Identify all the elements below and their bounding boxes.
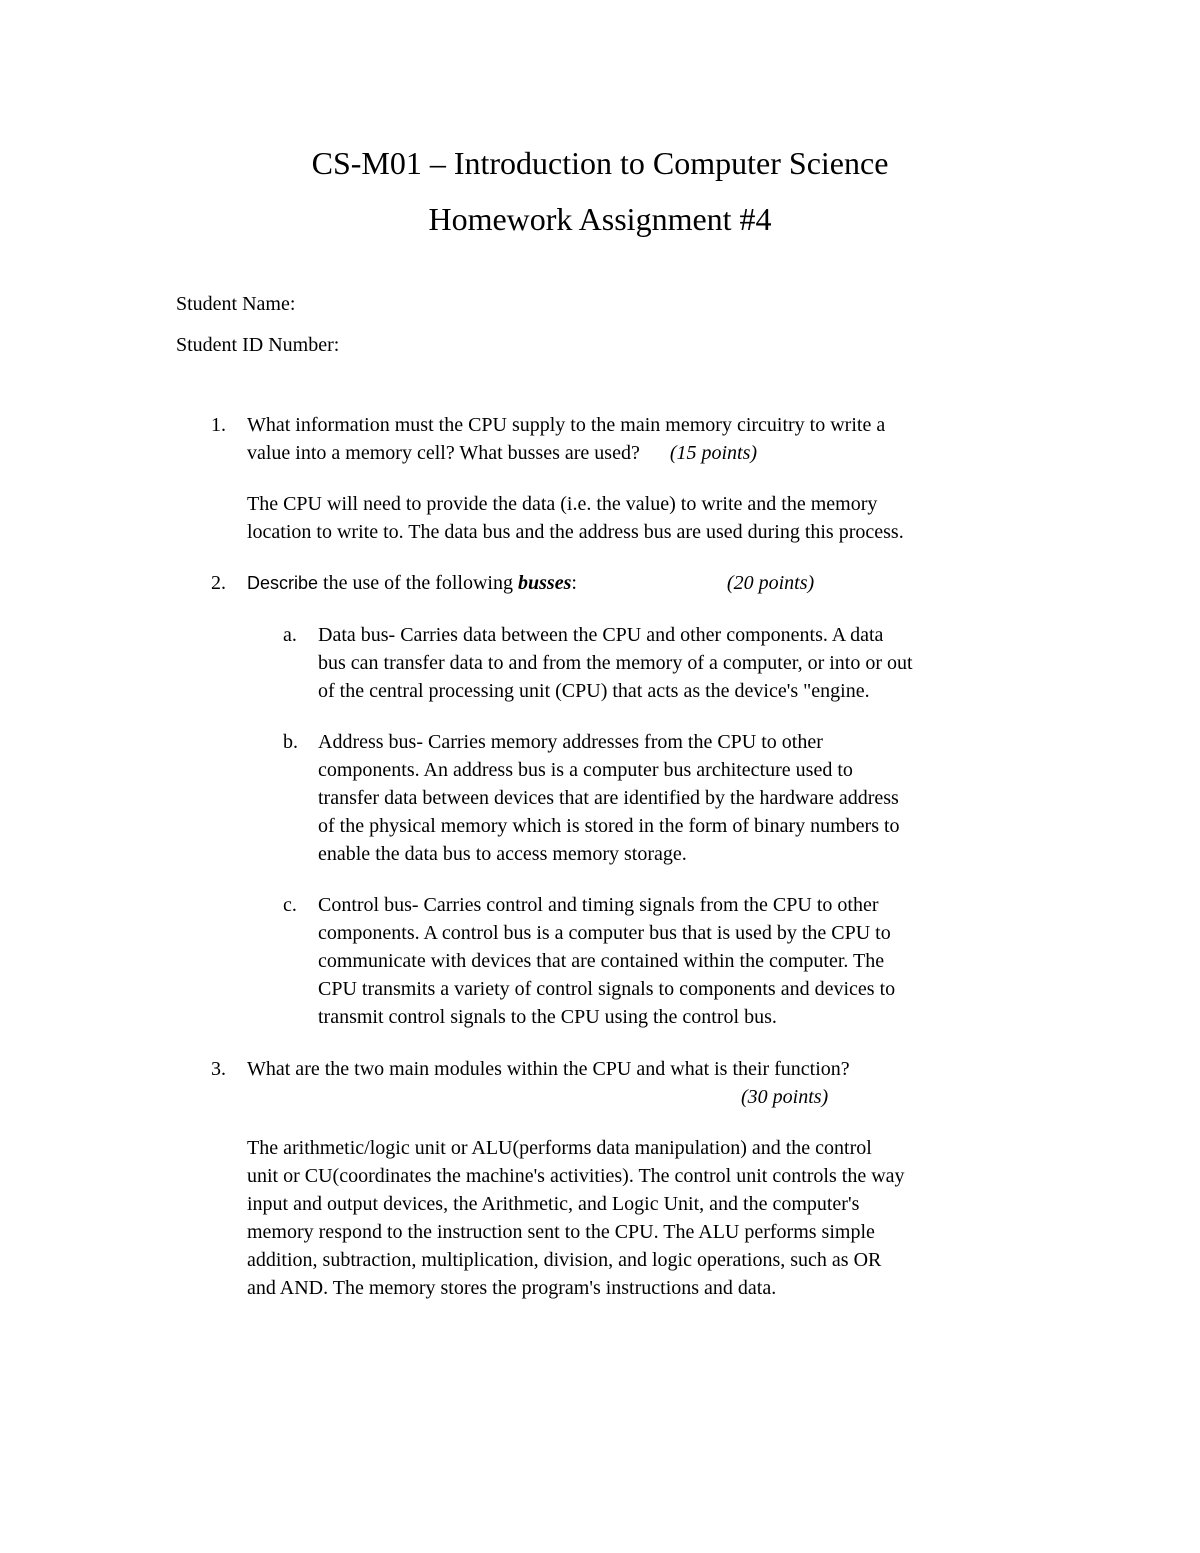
question-2b-line-5: enable the data bus to access memory storage. <box>318 843 687 865</box>
student-name-label: Student Name: <box>176 293 296 315</box>
answer-3-line-3: input and output devices, the Arithmetic, and Logic Unit, and the computer's <box>247 1193 860 1215</box>
question-2b-line-1: Address bus- Carries memory addresses from the CPU to other <box>318 731 823 753</box>
question-2-points: (20 points) <box>726 572 815 594</box>
question-3-points: (30 points) <box>741 1086 829 1108</box>
question-1-points: (15 points) <box>669 442 758 464</box>
question-3-points-line <box>247 1083 1037 1111</box>
page-subtitle: Homework Assignment #4 <box>428 201 772 237</box>
answer-1-line-2: location to write to. The data bus and the address bus are used during this process. <box>247 521 904 543</box>
answer-3-line-1: The arithmetic/logic unit or ALU(performs data manipulation) and the control <box>247 1137 872 1159</box>
question-3-line-1: What are the two main modules within the CPU and what is their function? <box>247 1058 850 1080</box>
question-2b-line-2: components. An address bus is a computer bus architecture used to <box>318 759 853 781</box>
question-2a-line-1: Data bus- Carries data between the CPU and other components. A data <box>318 624 884 646</box>
question-2-prefix: Describe <box>247 573 319 593</box>
question-1-line-2 <box>247 439 1037 467</box>
question-2c-line-3: communicate with devices that are contained within the computer. The <box>318 950 885 972</box>
question-1-line-1: What information must the CPU supply to the main memory circuitry to write a <box>247 414 886 436</box>
question-2c-line-1: Control bus- Carries control and timing signals from the CPU to other <box>318 894 879 916</box>
question-2c-text <box>318 891 1038 1031</box>
page-title: CS-M01 – Introduction to Computer Science <box>311 145 889 181</box>
question-2-colon: : <box>571 572 577 594</box>
question-2a-line-3: of the central processing unit (CPU) that acts as the device's "engine. <box>318 680 870 702</box>
answer-3-line-2: unit or CU(coordinates the machine's activities). The control unit controls the way <box>247 1165 905 1187</box>
question-2-line <box>247 569 1037 597</box>
answer-1-line-1: The CPU will need to provide the data (i.e. the value) to write and the memory <box>247 493 878 515</box>
answer-3-line-6: and AND. The memory stores the program's instructions and data. <box>247 1277 777 1299</box>
question-2-middle: the use of the following <box>318 572 518 594</box>
question-2b-line-4: of the physical memory which is stored in the form of binary numbers to <box>318 815 900 837</box>
question-2-bold-word: busses <box>518 572 572 594</box>
student-id-label: Student ID Number: <box>176 334 340 356</box>
answer-3 <box>247 1134 1037 1302</box>
question-2b-line-3: transfer data between devices that are identified by the hardware address <box>318 787 899 809</box>
question-2a-letter: a. <box>283 624 297 646</box>
question-2c-line-4: CPU transmits a variety of control signals to components and devices to <box>318 978 896 1000</box>
answer-3-line-5: addition, subtraction, multiplication, division, and logic operations, such as OR <box>247 1249 882 1271</box>
question-2c-line-2: components. A control bus is a computer bus that is used by the CPU to <box>318 922 891 944</box>
question-1-number: 1. <box>211 414 226 436</box>
answer-3-line-4: memory respond to the instruction sent to the CPU. The ALU performs simple <box>247 1221 875 1243</box>
question-2b-letter: b. <box>283 731 298 753</box>
question-2a-text <box>318 621 1038 705</box>
answer-1 <box>247 490 1037 546</box>
question-2a-line-2: bus can transfer data to and from the memory of a computer, or into or out <box>318 652 913 674</box>
question-2c-line-5: transmit control signals to the CPU using the control bus. <box>318 1006 777 1028</box>
question-2-number: 2. <box>211 572 226 594</box>
question-1-text <box>247 411 1037 467</box>
question-2-text <box>247 569 1037 597</box>
question-2b-text <box>318 728 1038 868</box>
question-3-number: 3. <box>211 1058 226 1080</box>
question-3-text <box>247 1055 1037 1111</box>
question-1-line-2-text: value into a memory cell? What busses are used? <box>247 442 640 464</box>
question-2c-letter: c. <box>283 894 297 916</box>
